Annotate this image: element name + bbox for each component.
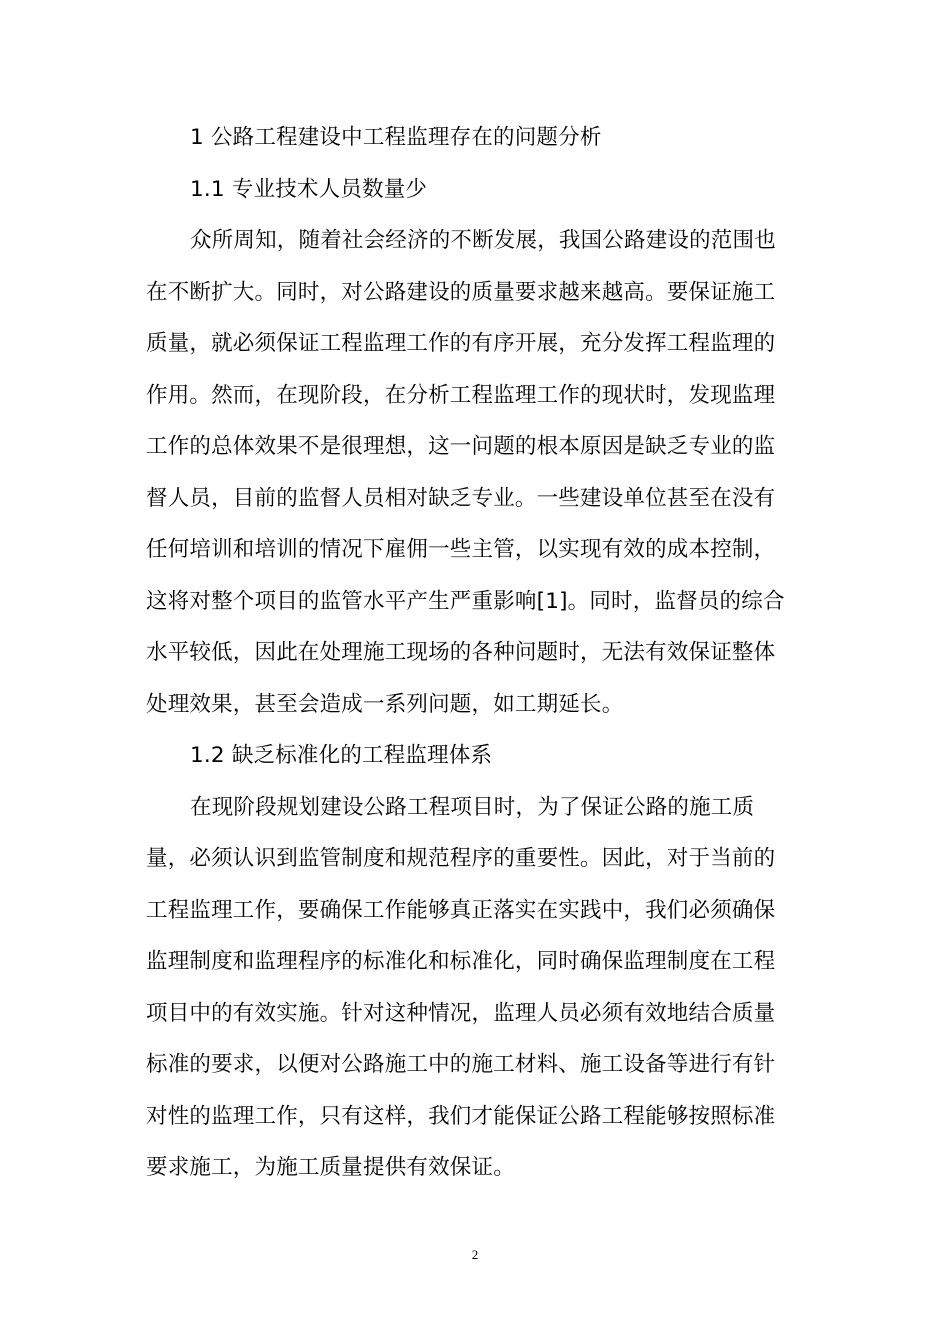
paragraph-line: 质量，就必须保证工程监理工作的有序开展，充分发挥工程监理的 xyxy=(146,331,776,356)
section-1-2-paragraph xyxy=(146,782,798,1194)
paragraph-line: 标准的要求，以便对公路施工中的施工材料、施工设备等进行有针 xyxy=(146,1052,776,1077)
section-heading-1-1: 1.1 专业技术人员数量少 xyxy=(190,176,428,202)
heading-1: 1 公路工程建设中工程监理存在的问题分析 xyxy=(190,125,602,150)
paragraph-line: 在不断扩大。同时，对公路建设的质量要求越来越高。要保证施工 xyxy=(146,279,776,305)
paragraph-line: 在现阶段规划建设公路工程项目时，为了保证公路的施工质 xyxy=(190,794,755,820)
paragraph-line: 项目中的有效实施。针对这种情况，监理人员必须有效地结合质量 xyxy=(146,1000,776,1026)
paragraph-line: 处理效果，甚至会造成一系列问题，如工期延长。 xyxy=(146,691,624,717)
paragraph-line: 督人员，目前的监督人员相对缺乏专业。一些建设单位甚至在没有 xyxy=(146,485,776,511)
page-number: 2 xyxy=(471,1247,479,1262)
section-heading-1-2: 1.2 缺乏标准化的工程监理体系 xyxy=(190,743,493,768)
paragraph-line: 监理制度和监理程序的标准化和标准化，同时确保监理制度在工程 xyxy=(146,949,776,974)
paragraph-line: 工作的总体效果不是很理想，这一问题的根本原因是缺乏专业的监 xyxy=(146,434,776,459)
paragraph-line: 水平较低，因此在处理施工现场的各种问题时，无法有效保证整体 xyxy=(146,640,776,665)
paragraph-line: 众所周知，随着社会经济的不断发展，我国公路建设的范围也 xyxy=(190,228,776,253)
paragraph-line: 对性的监理工作，只有这样，我们才能保证公路工程能够按照标准 xyxy=(146,1103,776,1129)
paragraph-line: 这将对整个项目的监管水平产生严重影响[1]。同时，监督员的综合 xyxy=(146,588,785,614)
paragraph-line: 作用。然而，在现阶段，在分析工程监理工作的现状时，发现监理 xyxy=(146,382,776,408)
document-body xyxy=(146,112,798,1194)
section-1-1-paragraph xyxy=(146,215,798,730)
paragraph-line: 工程监理工作，要确保工作能够真正落实在实践中，我们必须确保 xyxy=(146,897,776,923)
paragraph-line: 量，必须认识到监管制度和规范程序的重要性。因此，对于当前的 xyxy=(146,846,776,871)
paragraph-line: 任何培训和培训的情况下雇佣一些主管，以实现有效的成本控制， xyxy=(146,537,776,562)
paragraph-line: 要求施工，为施工质量提供有效保证。 xyxy=(146,1155,515,1180)
